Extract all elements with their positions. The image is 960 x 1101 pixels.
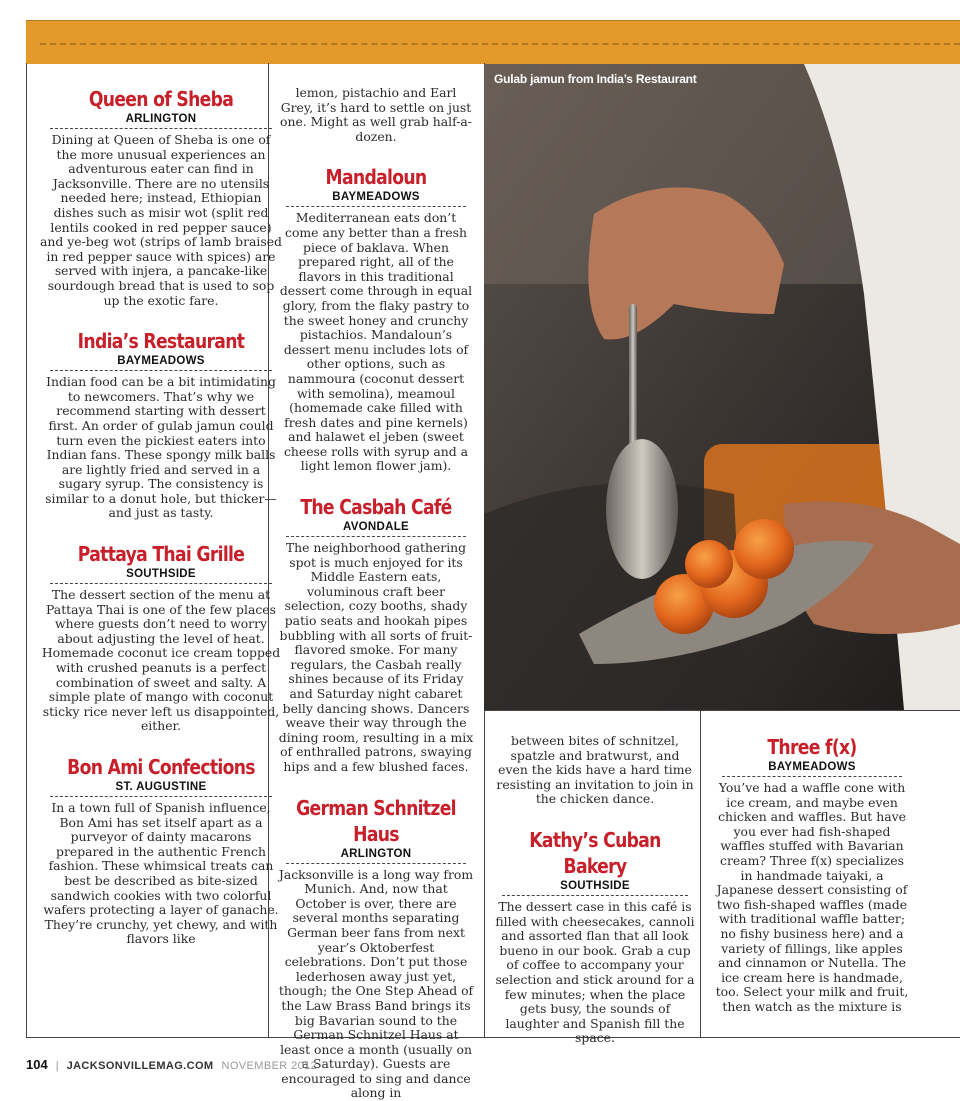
neighborhood-label: SOUTHSIDE <box>126 568 196 581</box>
neighborhood-label: BAYMEADOWS <box>332 191 420 204</box>
restaurant-name: Bon Ami Confections <box>67 755 255 779</box>
column-3 <box>494 734 696 1046</box>
dashed-rule <box>50 128 273 129</box>
restaurant-entry <box>714 734 910 1015</box>
restaurant-name: Pattaya Thai Grille <box>77 542 245 567</box>
neighborhood-label: ST. AUGUSTINE <box>115 781 207 793</box>
entry-text: The dessert case in this café is filled with cheesecakes, cannoli and assorted flan that all look bueno in our book. Grab a cup of coffee to accompany your selection and stick around for a few minutes; when the place gets busy, the sounds of laughter and Spanish fill the space. <box>495 898 695 1046</box>
footer-separator: | <box>55 1060 59 1072</box>
restaurant-entry <box>40 328 282 521</box>
entry-text: Jacksonville is a long way from Munich. And, now that October is over, there are several months separating German beer fans from next year’s Oktoberfest celebrations. Don’t put those lederhosen away just yet, though; the One Step Ahead of the Law Brass Band brings its big Bavarian sound to the German Schnitzel Haus at least once a month (usually on a Saturday). Guests are encouraged to sing and dance along in <box>278 866 474 1101</box>
restaurant-entry <box>40 754 282 947</box>
column-1 <box>40 86 282 947</box>
dashed-rule <box>502 895 688 896</box>
entry-text: The dessert section of the menu at Pattaya Thai is one of the few places where guests don’t need to worry about adjusting the level of heat. Homemade coconut ice cream topped with crushed peanuts is a perfect combination of sweet and salty. A simple plate of mango with coconut sticky rice never left us disappointed, either. <box>41 587 281 734</box>
restaurant-entry <box>494 827 696 1046</box>
dashed-rule <box>50 370 273 371</box>
dessert-photo <box>484 64 960 710</box>
page-footer <box>26 1057 317 1072</box>
photo-caption: Gulab jamun from India’s Restaurant <box>494 72 697 86</box>
issue-date: NOVEMBER 2012 <box>221 1060 318 1072</box>
restaurant-name: German Schnitzel Haus <box>296 795 456 846</box>
restaurant-name: India’s Restaurant <box>77 329 245 354</box>
entry-text: In a town full of Spanish influence, Bon Ami has set itself apart as a purveyor of dainty macarons prepared in the authentic French fashion. These whimsical treats can best be described as bite-sized sandwich cookies with two colorful wafers protecting a layer of ganache. They’re crunchy, yet chewy, and with flavors like <box>43 800 279 947</box>
continued-text: lemon, pistachio and Earl Grey, it’s hard to settle on just one. Might as well grab half-a-dozen. <box>280 85 472 144</box>
restaurant-name: The Casbah Café <box>300 495 452 520</box>
entry-text: Mediterranean eats don’t come any better than a fresh piece of baklava. When prepared right, all of the flavors in this traditional dessert come through in equal glory, from the flaky pastry to the sweet honey and crunchy pistachios. Mandaloun’s dessert menu includes lots of other options, such as nammoura (coconut dessert with semolina), meamoul (homemade cake filled with fresh dates and pine kernels) and halawet el jeben (sweet cheese rolls with syrup and a light lemon flower jam). <box>279 210 473 474</box>
entry-text: Dining at Queen of Sheba is one of the more unusual experiences an adventurous eater can find in Jacksonville. There are no utensils needed here; instead, Ethiopian dishes such as misir wot (split red lentils cooked in red pepper sauce) and ye-beg wot (strips of lamb braised in red pepper sauce with spices) are served with injera, a pancake-like sourdough bread that is used to sop up the exotic fare. <box>40 132 282 308</box>
entry-text: Indian food can be a bit intimidating to newcomers. That’s why we recommend starting with dessert first. An order of gulab jamun could turn even the pickiest eaters into Indian fans. These spongy milk balls are lightly fried and served in a sugary syrup. The consistency is similar to a donut hole, but thicker—and just as tasty. <box>45 374 277 521</box>
dashed-rule <box>50 796 273 797</box>
restaurant-name: Three f(x) <box>767 735 857 759</box>
restaurant-entry <box>278 164 474 474</box>
neighborhood-label: BAYMEADOWS <box>768 761 856 773</box>
neighborhood-label: SOUTHSIDE <box>560 879 630 892</box>
entry-text: You’ve had a waffle cone with ice cream, and maybe even chicken and waffles. But have you ever had fish-shaped waffles stuffed with Bavarian cream? Three f(x) specializes in handmade taiyaki, a Japanese dessert consisting of two fish-shaped waffles (made with traditional waffle batter; no fishy business here) and a variety of fillings, like apples and cinnamon or Nutella. The ice cream here is handmade, too. Select your milk and fruit, then watch as the mixture is <box>715 780 909 1014</box>
continued-text: between bites of schnitzel, spatzle and bratwurst, and even the kids have a hard time resisting an invitation to join in the chicken dance. <box>496 733 694 807</box>
restaurant-name: Queen of Sheba <box>88 87 234 111</box>
column-divider <box>700 710 701 1038</box>
page-number: 104 <box>26 1057 48 1072</box>
column-2 <box>278 86 474 1101</box>
neighborhood-label: BAYMEADOWS <box>117 355 205 368</box>
header-dashes <box>40 43 960 45</box>
restaurant-entry <box>278 795 474 1101</box>
dashed-rule <box>722 776 902 777</box>
restaurant-name: Mandaloun <box>325 165 427 190</box>
column-4 <box>714 734 910 1015</box>
entry-text: The neighborhood gathering spot is much enjoyed for its Middle Eastern eats, voluminous craft beer selection, cozy booths, shady patio seats and hookah pipes bubbling with all sorts of fruit-flavored smoke. For many regulars, the Casbah really shines because of its Friday and Saturday night cabaret belly dancing shows. Dancers weave their way through the dining room, resulting in a mix of enthralled patrons, swaying hips and a few blushed faces. <box>278 540 474 774</box>
restaurant-entry <box>278 494 474 775</box>
header-band <box>26 20 960 64</box>
neighborhood-label: ARLINGTON <box>125 113 197 125</box>
dashed-rule <box>286 863 466 864</box>
neighborhood-label: AVONDALE <box>342 521 410 534</box>
dashed-rule <box>286 206 466 207</box>
neighborhood-label: ARLINGTON <box>340 847 412 860</box>
restaurant-entry <box>40 86 282 308</box>
dashed-rule <box>50 583 273 584</box>
restaurant-name: Kathy’s Cuban Bakery <box>529 827 661 878</box>
photo-bottom-rule <box>484 710 960 711</box>
site-url: JACKSONVILLEMAG.COM <box>66 1060 214 1072</box>
restaurant-entry <box>40 541 282 734</box>
dashed-rule <box>286 536 466 537</box>
